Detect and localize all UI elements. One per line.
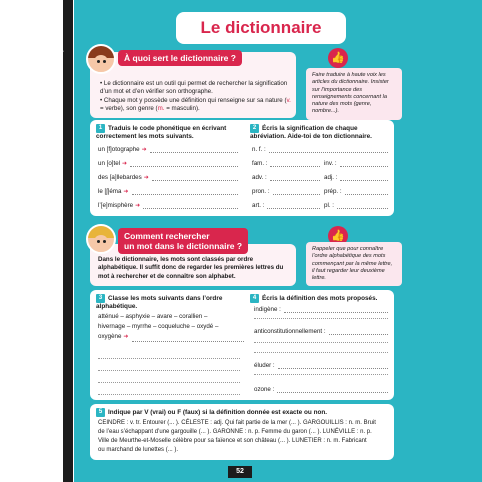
answer-line[interactable] — [267, 203, 320, 209]
ex1-row — [98, 174, 238, 181]
thumbs-up-icon: 👍 — [328, 226, 348, 246]
answer-line[interactable] — [269, 147, 388, 153]
section2-banner-line1: Comment rechercher — [124, 231, 210, 241]
answer-line[interactable] — [150, 147, 238, 153]
answer-line[interactable] — [340, 175, 388, 181]
ex3-number: 3 — [96, 294, 105, 303]
ex2-abbr: inv. : — [324, 160, 337, 167]
ex1-title: Traduis le code phonétique en écrivant correctement les mots suivants. — [96, 125, 227, 141]
side-strip — [63, 0, 73, 482]
ex1-number: 1 — [96, 124, 105, 133]
ex1-row — [98, 202, 238, 209]
answer-line[interactable] — [337, 203, 388, 209]
answer-line[interactable] — [270, 161, 320, 167]
ex5-title: Indique par V (vrai) ou F (faux) si la définition donnée est exacte ou non. — [108, 409, 328, 417]
ex2-row — [324, 202, 388, 209]
intro-text-b: = verbe), son genre ( — [100, 105, 158, 113]
ex2-row — [252, 188, 320, 195]
answer-line[interactable] — [278, 363, 388, 369]
ex2-row — [324, 174, 388, 181]
ex2-title: Écris la signification de chaque abréviation. Aide-toi de ton dictionnaire. — [250, 125, 372, 141]
answer-line[interactable] — [254, 352, 388, 353]
answer-line[interactable] — [143, 203, 238, 209]
arrow-right-icon: ➜ — [141, 146, 147, 153]
teacher-note-1: Faire traduire à haute voix les articles du dictionnaire. Insister sur l’importance des renseignements concernant la nature des mots (genre, nombre...). — [306, 68, 402, 120]
ex1-row — [98, 160, 238, 167]
ex5-line: CEINDRE : v. tr. Entourer (... ). CÉLESTE : adj. Qui fait partie de la mer (... ). GARGOUILLIS : n. m. Bruit — [98, 420, 376, 426]
ex4-word: anticonstitutionnellement : — [254, 328, 326, 335]
ex1-item: l’[e]misphère — [98, 202, 134, 209]
answer-line[interactable] — [254, 342, 388, 343]
ex3-words-line — [98, 332, 244, 342]
ex5-number: 5 — [96, 408, 105, 417]
ex2-row — [324, 188, 388, 195]
page-number: 52 — [228, 466, 252, 478]
ex4-row — [254, 306, 388, 313]
ex3-word-list — [98, 312, 244, 342]
ex2-abbr: art. : — [252, 202, 265, 209]
answer-line[interactable] — [98, 370, 240, 371]
answer-line[interactable] — [273, 189, 320, 195]
ex5-line: ou marchand de lunettes (... ). — [98, 447, 179, 453]
arrow-right-icon: ➜ — [143, 174, 149, 181]
answer-line[interactable] — [277, 387, 388, 393]
section1-intro-line1: • Le dictionnaire est un outil qui permet de rechercher la signification d’un mot et d’en vérifier son orthographe. — [100, 80, 288, 96]
ex4-number: 4 — [250, 294, 259, 303]
answer-line[interactable] — [284, 307, 388, 313]
arrow-right-icon: ➜ — [135, 202, 141, 209]
ex1-item: un [o]tel — [98, 160, 121, 167]
girl-avatar-icon — [86, 44, 116, 74]
section2-banner-line2: un mot dans le dictionnaire ? — [124, 241, 243, 252]
ex3-word-last: oxygène — [98, 332, 122, 340]
ex3-words-line: hivernage – myrrhe – coqueluche – oxydé – — [98, 322, 219, 330]
answer-line[interactable] — [254, 374, 388, 375]
intro-text-a: • Chaque mot y possède une définition qui renseigne sur sa nature ( — [100, 96, 287, 104]
ex5-line: de l’eau s’échappant d’une gargouille (... ). GARONNE : n. p. Femme du garon (... ). LUNÉVILLE : n. p. — [98, 429, 372, 435]
abbr-m: m. — [157, 105, 165, 113]
arrow-right-icon: ➜ — [122, 160, 128, 167]
ex5-line: Ville de Meurthe-et-Moselle célèbre pour sa faïence et son château (... ). LUNETIER : n. m. Fabricant — [98, 438, 367, 444]
teacher-note-2: Rappeler que pour connaître l’ordre alphabétique des mots commençant par la même lettre, il faut regarder leur deuxième lettre. — [306, 242, 402, 286]
ex1-header — [96, 124, 242, 141]
ex2-abbr: adj. : — [324, 174, 338, 181]
answer-line[interactable] — [152, 175, 238, 181]
side-label: Lexique — [58, 43, 64, 67]
ex2-abbr: prép. : — [324, 188, 342, 195]
boy-avatar-icon — [86, 224, 116, 254]
answer-line[interactable] — [130, 161, 238, 167]
answer-line[interactable] — [270, 175, 320, 181]
ex4-row — [254, 386, 388, 393]
ex2-row — [252, 146, 388, 153]
answer-line[interactable] — [98, 382, 240, 383]
answer-line[interactable] — [329, 329, 388, 335]
ex1-item: le [ʃ]éma — [98, 188, 122, 195]
answer-line[interactable] — [132, 336, 244, 342]
ex2-row — [252, 160, 320, 167]
ex4-word: indigène : — [254, 306, 281, 313]
ex4-title: Écris la définition des mots proposés. — [262, 295, 378, 303]
ex3-title: Classe les mots suivants dans l’ordre alphabétique. — [96, 295, 223, 311]
abbr-v: v. — [286, 96, 291, 104]
ex4-header — [250, 294, 392, 303]
section1-banner: À quoi sert le dictionnaire ? — [118, 50, 242, 66]
ex5-definitions — [98, 419, 392, 455]
arrow-right-icon: ➜ — [123, 332, 129, 340]
ex3-words-line: atténué – asphyxie – avare – corallien – — [98, 313, 208, 320]
ex2-row — [324, 160, 388, 167]
ex2-abbr: pron. : — [252, 188, 270, 195]
ex2-abbr: n. f. : — [252, 146, 266, 153]
page-title-box — [176, 12, 346, 44]
section1-intro-line2 — [100, 97, 294, 114]
ex4-row — [254, 328, 388, 335]
ex3-header — [96, 294, 242, 311]
ex4-row — [254, 362, 388, 369]
ex2-row — [252, 174, 320, 181]
ex1-item: des [a]llebardes — [98, 174, 142, 181]
page-title: Le dictionnaire — [200, 18, 322, 37]
answer-line[interactable] — [254, 318, 388, 319]
ex1-row — [98, 146, 238, 153]
ex2-abbr: adv. : — [252, 174, 267, 181]
ex4-word: ozone : — [254, 386, 275, 393]
ex2-abbr: fam. : — [252, 160, 268, 167]
ex2-row — [252, 202, 320, 209]
ex1-row — [98, 188, 238, 195]
answer-line[interactable] — [132, 189, 238, 195]
ex5-header — [96, 408, 392, 417]
arrow-right-icon: ➜ — [123, 188, 129, 195]
ex2-header — [250, 124, 392, 141]
footer-bar — [74, 462, 482, 482]
thumbs-up-icon: 👍 — [328, 48, 348, 68]
answer-line[interactable] — [98, 394, 240, 395]
section2-intro: Dans le dictionnaire, les mots sont classés par ordre alphabétique. Il suffit donc de regarder les premières lettres du mot à rechercher et de connaître son alphabet. — [98, 256, 284, 280]
ex4-word: éluder : — [254, 362, 275, 369]
ex1-item: un [f]otographe — [98, 146, 140, 153]
section2-banner — [118, 228, 248, 254]
section1-intro — [100, 80, 294, 113]
ex2-number: 2 — [250, 124, 259, 133]
ex2-abbr: pl. : — [324, 202, 334, 209]
intro-text-c: = masculin). — [164, 105, 200, 113]
answer-line[interactable] — [345, 189, 388, 195]
answer-line[interactable] — [98, 358, 240, 359]
answer-line[interactable] — [340, 161, 388, 167]
